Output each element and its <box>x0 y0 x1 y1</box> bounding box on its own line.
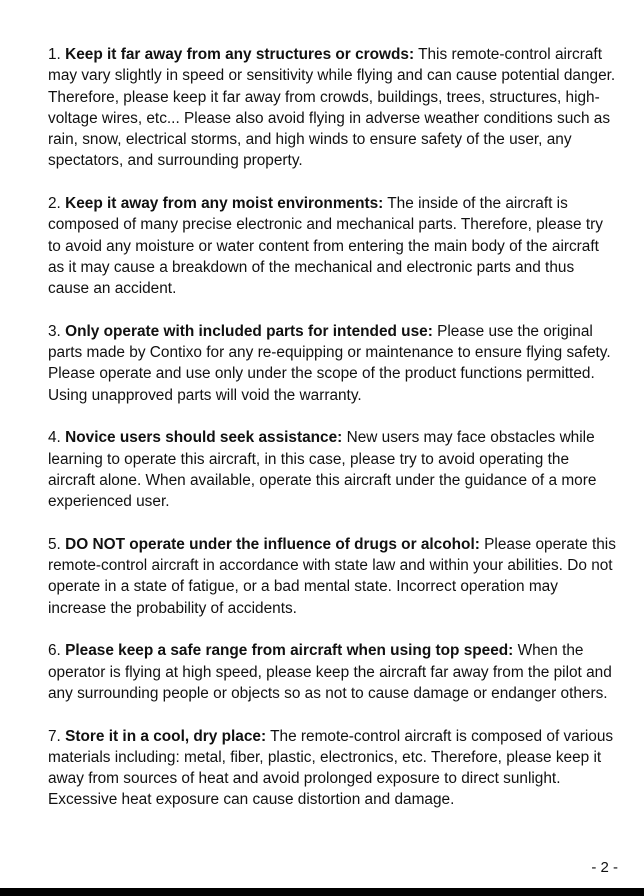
item-number: 3. <box>48 322 61 340</box>
item-heading: Please keep a safe range from aircraft when using top speed: <box>65 642 514 660</box>
safety-instructions-page <box>48 44 618 832</box>
safety-item-5 <box>48 534 618 619</box>
item-heading: DO NOT operate under the influence of drugs or alcohol: <box>65 535 480 553</box>
item-number: 5. <box>48 535 61 553</box>
safety-item-1 <box>48 44 618 172</box>
item-body: Please operate this remote-control aircraft in accordance with state law and within your abilities. Do not operate in a state of fatigue, or a bad mental state. Incorrect operation may increase the probability of accidents. <box>48 535 616 617</box>
item-number: 7. <box>48 727 61 745</box>
item-body: The remote-control aircraft is composed of various materials including: metal, fiber, plastic, electronics, etc. Therefore, please keep it away from sources of heat and avoid prolonged exposure to direct sunlight. Excessive heat exposure can cause distortion and damage. <box>48 727 614 809</box>
item-heading: Only operate with included parts for intended use: <box>65 322 433 340</box>
safety-item-7 <box>48 726 618 811</box>
bottom-divider <box>0 888 644 896</box>
item-body: The inside of the aircraft is composed of many precise electronic and mechanical parts. Therefore, please try to avoid any moisture or water content from entering the main body of the aircraft as it may cause a breakdown of the mechanical and electronic parts and thus cause an accident. <box>48 195 603 298</box>
item-number: 4. <box>48 429 61 447</box>
item-body: This remote-control aircraft may vary slightly in speed or sensitivity while flying and can cause potential danger. Therefore, please keep it far away from crowds, buildings, trees, structures, high-voltage wires, etc... Please also avoid flying in adverse weather conditions such as rain, snow, electrical storms, and high winds to ensure safety of the user, any spectators, and surrounding property. <box>48 46 616 170</box>
item-body: When the operator is flying at high speed, please keep the aircraft far away from the pilot and any surrounding people or objects so as not to cause damage or endanger others. <box>48 642 612 702</box>
item-heading: Novice users should seek assistance: <box>65 429 343 447</box>
item-number: 2. <box>48 195 61 213</box>
item-number: 6. <box>48 642 61 660</box>
page-number: - 2 - <box>591 859 618 876</box>
item-body: New users may face obstacles while learning to operate this aircraft, in this case, please try to avoid operating the aircraft alone. When available, operate this aircraft under the guidance of a more experienced user. <box>48 429 597 511</box>
item-heading: Store it in a cool, dry place: <box>65 727 267 745</box>
safety-item-3 <box>48 321 618 406</box>
item-number: 1. <box>48 46 61 63</box>
item-heading: Keep it far away from any structures or crowds: <box>65 46 415 63</box>
item-body: Please use the original parts made by Contixo for any re-equipping or maintenance to ensure flying safety. Please operate and use only under the scope of the product functions permitted. Using unapproved parts will void the warranty. <box>48 322 611 404</box>
safety-item-4 <box>48 427 618 512</box>
safety-item-2 <box>48 193 618 299</box>
safety-item-6 <box>48 640 618 704</box>
item-heading: Keep it away from any moist environments: <box>65 195 384 213</box>
